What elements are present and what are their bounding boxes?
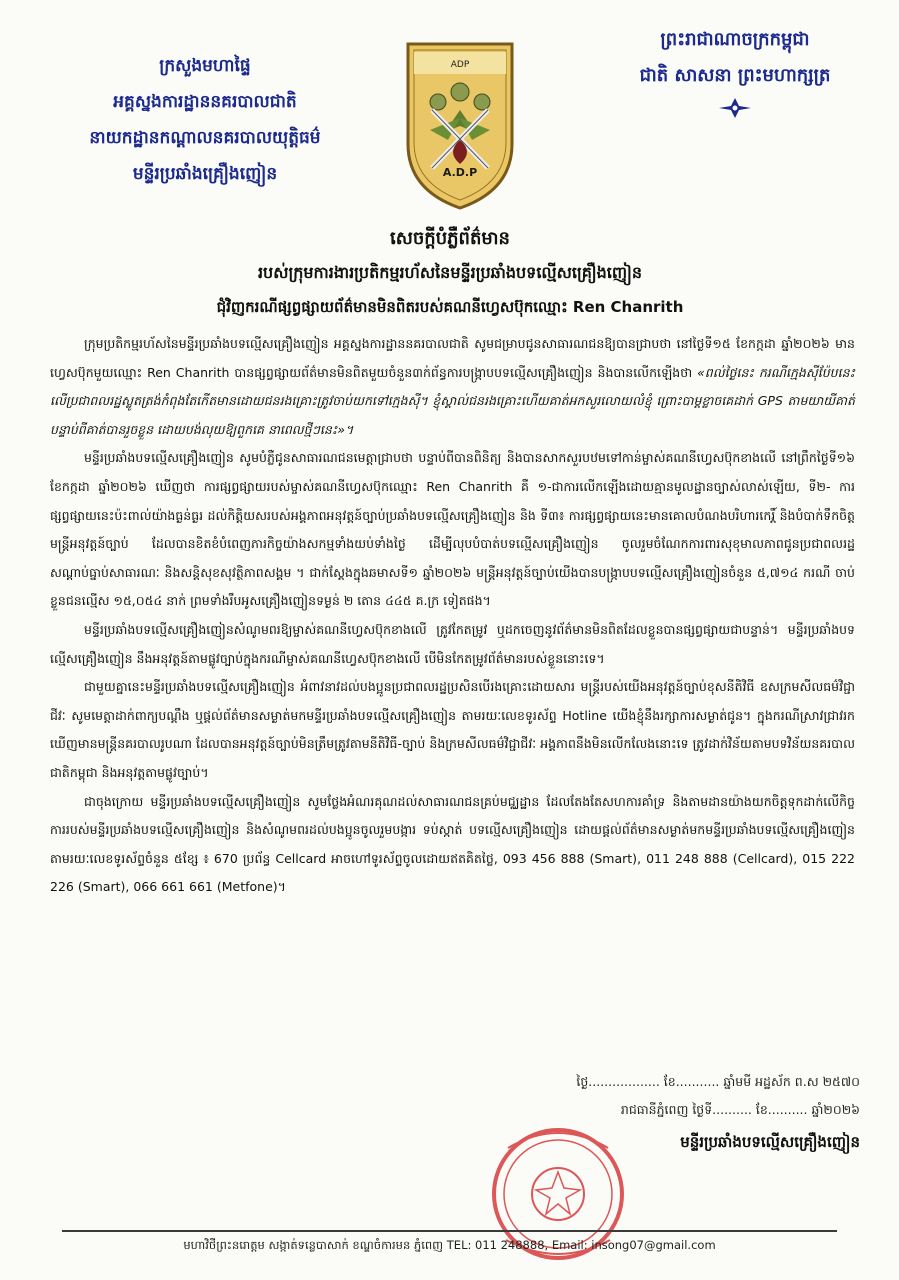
svg-text:ADP: ADP (450, 60, 470, 70)
paragraph-5: ជាចុងក្រោយ មន្ទីរប្រឆាំងបទល្មើសគ្រឿងញៀន សូមថ្លែងអំណរគុណដល់សាធារណជនគ្រប់មជ្ឈដ្ឋាន ដែលតែងតែសហការគាំទ្រ និងតាមដានយ៉ាងយកចិត្តទុកដាក់លើកិច្ចការរបស់មន្ទីរប្រឆាំងបទល្មើសគ្រឿងញៀន និងសំណូមពរដល់បងប្អូនចូលរួមបង្ការ ទប់ស្កាត់ បទល្មើសគ្រឿងញៀន ដោយផ្ដល់ព័ត៌មានសម្ងាត់មកមន្ទីរប្រឆាំងបទល្មើសគ្រឿងញៀនតាមរយៈលេខទូរស័ព្ទចំនួន ៥ខ្សែ ៖ 670 ប្រព័ន្ធ Cellcard អាចហៅទូរស័ព្ទចូលដោយឥតគិតថ្លៃ, 093 456 888 (Smart), 011 248 888 (Cellcard), 015 222 226 (Smart), 066 661 661 (Metfone)។ (50, 793, 855, 895)
issuing-office: មន្ទីរប្រឆាំងបទល្មើសគ្រឿងញៀន (680, 1133, 860, 1151)
solar-date: រាជធានីភ្នំពេញ ថ្ងៃទី.......... ខែ.......... ឆ្នាំ២០២៦ (620, 1102, 860, 1117)
ministry-line: ក្រសួងមហាផ្ទៃ (159, 56, 251, 76)
paragraph-2: មន្ទីរប្រឆាំងបទល្មើសគ្រឿងញៀន សូមបំភ្លឺជូនសាធារណជនមេត្តាជ្រាបថា បន្ទាប់ពីបានពិនិត្យ និងបានសាកសួរបឋមទៅកាន់ម្ចាស់គណនីហ្វេសប៊ុកខាងលើ នៅព្រឹកថ្ងៃទី១៦ ខែកក្កដា ឆ្នាំ២០២៦ ឃើញថា ការផ្សព្វផ្សាយរបស់ម្ចាស់គណនីហ្វេសប៊ុកឈ្មោះ Ren Chanrith គឺ ១-ជាការលើកឡើងដោយគ្មានមូលដ្ឋានច្បាស់លាស់ឡើយ, ទី២- ការផ្សព្វផ្សាយនេះប៉ះពាល់យ៉ាងធ្ងន់ធ្ងរ ដល់កិត្តិយសរបស់អង្គភាពអនុវត្តន៍ច្បាប់ប្រឆាំងបទល្មើសគ្រឿងញៀន និង ទី៣៖ ការផ្សព្វផ្សាយនេះមានគោលបំណងបរិហារកេរ្តិ៍ និងបំបាក់ទឹកចិត្តមន្ត្រីអនុវត្តន៍ច្បាប់ ដែលបានខិតខំបំពេញភារកិច្ចយ៉ាងសកម្មទាំងយប់ទាំងថ្ងៃ ដើម្បីលុបបំបាត់បទល្មើសគ្រឿងញៀន ចូលរួមចំណែកការពារសុខុមាលភាពជូនប្រជាពលរដ្ឋ សណ្ដាប់ធ្នាប់សាធារណៈ និងសន្តិសុខសុវត្ថិភាពសង្គម ។ ជាក់ស្ដែងក្នុងឆមាសទី១ ឆ្នាំ២០២៦ មន្ត្រីអនុវត្តន៍ច្បាប់យើងបានបង្ក្រាបបទល្មើសគ្រឿងញៀនចំនួន ៥,៧១៤ ករណី ចាប់ខ្លួនជនល្មើស ១៥,០៥៤ នាក់ ព្រមទាំងរឹបអូសគ្រឿងញៀនទម្ងន់ ២ តោន ៤៤៥ គ.ក្រ ទៀតផង។ (50, 450, 855, 609)
paragraph-1-quote: «ពល់ថ្ងៃនេះ ករណីក្មេងស៊ីប៉ែបនេះ លើប្រជាពលរដ្ឋស្លូតត្រង់កំពុងតែកើតមានដោយជនរងគ្រោះត្រូវចាប់យកទៅក្មេងស៊ី។ ខ្ញុំស្គាល់ជនរងគ្រោះហើយគាត់អកសួរលោយលំខ្ញុំ ព្រោះបាម្ដខ្លាចគេដាក់ GPS តាមយាយីគាត់ បន្ទាប់ពីគាត់បានរួចខ្លួន ដោយបង់លុយឱ្យពួកគេ នាពេលថ្មីៗនេះ»។ (50, 364, 856, 437)
signature-block (440, 1068, 860, 1158)
ministry-line: នាយកដ្ឋានកណ្ដាលនគរបាលយុត្តិធម៌ (89, 128, 321, 148)
kingdom-line: ព្រះរាជាណាចក្រកម្ពុជា (660, 29, 810, 50)
kingdom-motto: ជាតិ សាសនា ព្រះមហាក្សត្រ (639, 65, 831, 86)
ministry-line: មន្ទីរប្រឆាំងគ្រឿងញៀន (132, 164, 278, 184)
title-line-3: ជុំវិញករណីផ្សព្វផ្សាយព័ត៌មានមិនពិតរបស់គណនីហ្វេសប៊ុកឈ្មោះ Ren Chanrith (216, 298, 684, 316)
ministry-header (40, 48, 370, 192)
paragraph-1-text: ក្រុមប្រតិកម្មរហ័សនៃមន្ទីរប្រឆាំងបទល្មើសគ្រឿងញៀន អគ្គស្នងការដ្ឋាននគរបាលជាតិ សូមជម្រាបជូនសាធារណជនឱ្យបានជ្រាបថា នៅថ្ងៃទី១៥ ខែកក្កដា ឆ្នាំ២០២៦ មានហ្វេសប៊ុកមួយឈ្មោះ Ren Chanrith បានផ្សព្វផ្សាយព័ត៌មានមិនពិតមួយចំនួន៣ក់ព័ន្ធការបង្ក្រាបបទល្មើសគ្រឿងញៀន និងបានលើកឡើងថា (50, 336, 855, 380)
footer-address: មហាវិថីព្រះនរោត្តម សង្កាត់ទន្លេបាសាក់ ខណ្ឌចំការមន ភ្នំពេញ TEL: 011 248888, Email: insong07@gmail.com (183, 1238, 716, 1252)
lunar-date: ថ្ងៃ.................. ខែ........... ឆ្នាំមមី អដ្ឋស័ក ព.ស ២៥៧០ (576, 1074, 860, 1089)
tra-ornament-icon (717, 96, 753, 120)
paragraph-3: មន្ទីរប្រឆាំងបទល្មើសគ្រឿងញៀនសំណូមពរឱ្យម្ចាស់គណនីហ្វេសប៊ុកខាងលើ ត្រូវកែតម្រូវ ឬដកចេញនូវព័ត៌មានមិនពិតដែលខ្លួនបានផ្សព្វផ្សាយជាបន្ទាន់។ មន្ទីរប្រឆាំងបទល្មើសគ្រឿងញៀន នឹងអនុវត្តន៍តាមផ្លូវច្បាប់ក្នុងករណីម្ចាស់គណនីហ្វេសប៊ុកខាងលើ បើមិនកែតម្រូវព័ត៌មានរបស់ខ្លួននោះទេ។ (50, 621, 855, 666)
document-title (40, 222, 860, 324)
document-body (50, 330, 855, 902)
kingdom-header (590, 22, 880, 124)
paragraph-1 (50, 330, 855, 444)
ministry-line: អគ្គស្នងការដ្ឋាននគរបាលជាតិ (113, 92, 297, 112)
emblem-shield-icon (400, 40, 520, 212)
title-line-2: របស់ក្រុមការងារប្រតិកម្មរហ័សនៃមន្ទីរប្រឆាំងបទល្មើសគ្រឿងញៀន (257, 263, 643, 282)
footer-divider (62, 1230, 837, 1232)
emblem-label: A.D.P (442, 166, 478, 179)
paragraph-4: ជាមួយគ្នានេះមន្ទីរប្រឆាំងបទល្មើសគ្រឿងញៀន អំពាវនាវដល់បងប្អូនប្រជាពលរដ្ឋប្រសិនបើរងគ្រោះដោយសារ មន្ត្រីរបស់យើងអនុវត្តន៍ច្បាប់ខុសនីតិវិធី ឧសក្រមសីលធម៌វិជ្ជាជីវៈ សូមមេត្តាដាក់ពាក្យបណ្ដឹង ឬផ្ដល់ព័ត៌មានសម្ងាត់មកមន្ទីរប្រឆាំងបទល្មើសគ្រឿងញៀន តាមរយៈលេខទូរស័ព្ទ Hotline យើងខ្ញុំនឹងរក្សាការសម្ងាត់ជូន។ ក្នុងករណីស្រាវជ្រាវរកឃើញមានមន្ត្រីនគរបាលរូបណា ដែលបានអនុវត្តន៍ច្បាប់មិនត្រឹមត្រូវតាមនីតិវិធី-ច្បាប់ និងក្រមសីលធម៌វិជ្ជាជីវៈ អង្គភាពនឹងមិនលើកលែងនោះទេ ត្រូវដាក់វិន័យតាមបទវិន័យនគរបាលជាតិកម្ពុជា និងអនុវត្តតាមផ្លូវច្បាប់។ (50, 679, 855, 780)
title-line-1: សេចក្ដីបំភ្លឺព័ត៌មាន (390, 228, 510, 249)
adp-emblem (400, 40, 520, 212)
